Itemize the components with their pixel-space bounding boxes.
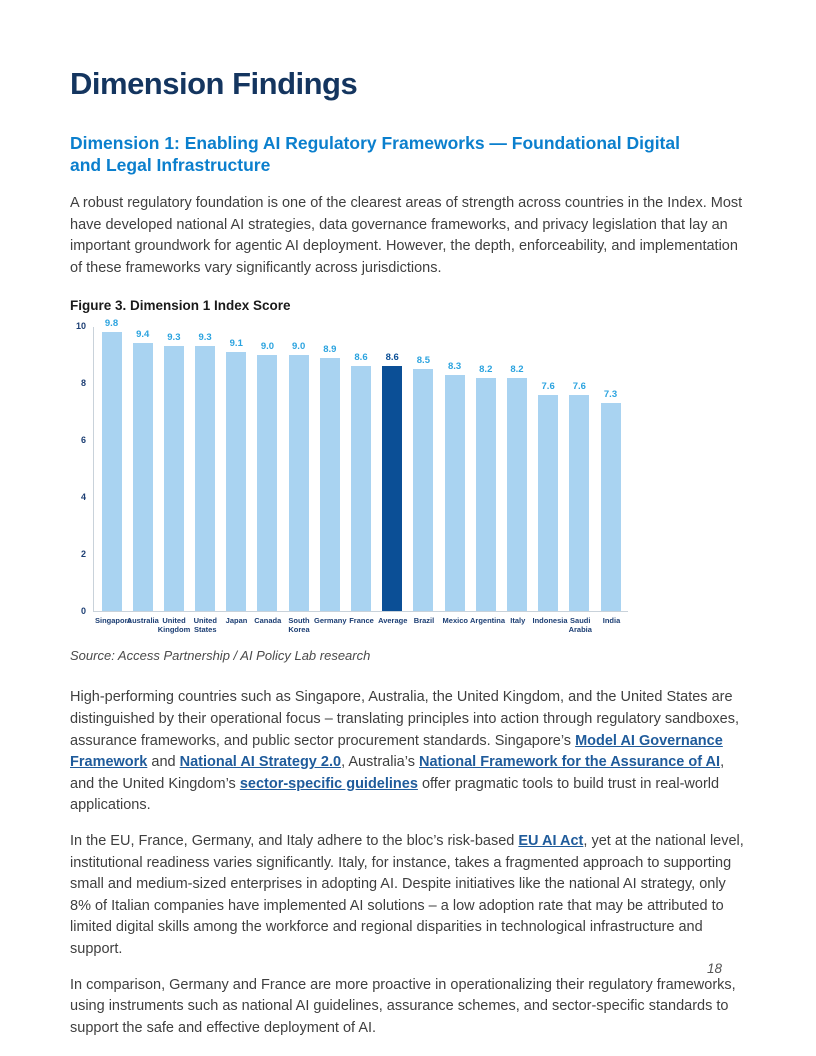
text-segment: , yet at the national level, institutional readiness varies significantly. Italy, for instance, takes a fragmented approach to supporting small and medium-sized enterprises in adopting AI. Despite initiatives like the national AI strategy, only 8% of Italian companies have implemented AI solutions – a low adoption rate that may be attributed to limited digital skills among the workforce and regional disparities in technological infrastructure and support. [70,832,744,957]
bar-value-label: 9.3 [198,332,212,344]
bar-column [252,327,283,611]
bar-category-label: Saudi Arabia [568,616,592,634]
bar-column [564,327,595,611]
chart-plot [93,318,628,612]
bar [133,343,153,611]
bar-column [221,327,252,611]
bar-column [408,327,439,611]
figure-source: Source: Access Partnership / AI Policy Lab research [70,648,371,664]
bar [538,395,558,612]
bar-value-label: 8.6 [354,352,368,364]
text-segment: In the EU, France, Germany, and Italy adhere to the bloc’s risk-based [70,832,519,849]
bar-value-label: 9.8 [104,318,119,330]
text-segment: High-performing countries such as Singapore, Australia, the United Kingdom, and the United States are distinguished by their operational focus – translating principles into action through regulatory sandboxes, assurance frameworks, and public sector procurement standards. Singapore’s [70,689,740,749]
bar-value-label: 8.6 [385,352,399,364]
bar-category-label: France [349,616,374,626]
page-title: Dimension Findings [70,66,358,101]
text-segment: , Australia’s [341,754,419,771]
bar-column [501,327,532,611]
bar-column [190,327,221,611]
y-tick-label: 0 [80,606,86,617]
bar-category-label: Mexico [442,616,468,626]
bar [601,403,621,611]
bar-column [439,327,470,611]
bar-value-label: 9.0 [292,340,306,352]
bar-value-label: 8.2 [510,363,524,375]
bar-value-label: 7.6 [572,380,586,392]
bar [476,378,496,612]
section-heading: Dimension 1: Enabling AI Regulatory Frameworks — Foundational Digital and Legal Infrastructure [70,133,680,175]
bar [351,366,371,611]
y-tick-label: 4 [80,492,86,503]
bar-category-label: South Korea [288,616,310,634]
bar-category-label: Argentina [470,616,506,626]
bar-value-label: 9.1 [229,338,243,350]
bar [445,375,465,612]
bar-category-label: Japan [225,616,248,626]
bar [413,369,433,611]
inline-link[interactable]: EU AI Act [518,832,584,849]
bar-category-label: Australia [126,616,159,626]
bar [226,352,246,611]
bar-category-label: Italy [510,616,526,626]
bar-column [377,327,408,611]
figure-caption: Figure 3. Dimension 1 Index Score [70,298,291,314]
bar-column [158,327,189,611]
bar [507,378,527,612]
bar-category-label: Average [378,616,408,626]
text-segment: and [147,754,180,771]
bar [195,346,215,611]
y-tick-label: 10 [75,321,86,332]
bar-category-label: Canada [254,616,282,626]
bar-column [96,318,127,611]
bar [102,332,122,611]
bar-category-label: Germany [313,616,347,626]
bar [164,346,184,611]
bar [569,395,589,612]
bar-column [127,327,158,611]
bar-value-label: 9.0 [260,340,275,352]
paragraph-comparison: In comparison, Germany and France are more proactive in operationalizing their regulatory frameworks, using instruments such as national AI guidelines, assurance schemes, and sector-specific standards to support the safe and effective deployment of AI. [70,976,736,1036]
bar-value-label: 7.6 [541,380,555,392]
bar-column [533,327,564,611]
bar-category-label: United States [193,616,217,634]
bar-category-label: Singapore [95,616,132,626]
bar-value-label: 9.4 [136,329,150,341]
bar-category-label: United Kingdom [157,616,191,634]
bar-value-label: 8.3 [447,360,462,372]
bar [257,355,277,612]
bar-value-label: 9.3 [167,332,181,344]
inline-link[interactable]: sector-specific guidelines [239,775,418,792]
y-tick-label: 2 [80,549,86,560]
bar-column [283,327,314,611]
bar-category-label: Indonesia [532,616,568,626]
inline-link[interactable]: Model AI Governance Framework [70,732,723,771]
intro-paragraph: A robust regulatory foundation is one of the clearest areas of strength across countries in the Index. Most have developed national AI strategies, data governance frameworks, and privacy legislation that lay an important groundwork for agentic AI deployment. However, the depth, enforceability, and implementation of these frameworks vary significantly across jurisdictions. [70,195,743,276]
chart-category-labels [94,612,629,638]
bar [382,366,402,611]
bar-value-label: 8.2 [479,363,493,375]
inline-link[interactable]: National Framework for the Assurance of AI [418,754,721,771]
bar-value-label: 8.5 [416,355,430,367]
bar-column [595,327,626,611]
figure-3-chart [70,318,651,617]
y-tick-label: 6 [80,435,86,446]
bar-category-label: Brazil [413,616,435,626]
bar-value-label: 7.3 [603,389,618,401]
y-tick-label: 8 [80,378,86,389]
page-number: 18 [706,961,722,976]
text-segment: , and the United Kingdom’s [70,754,725,792]
bar-value-label: 8.9 [323,343,337,355]
paragraph-eu [70,831,746,961]
inline-link[interactable]: National AI Strategy 2.0 [179,754,342,771]
bar-category-label: India [602,616,621,626]
bar-column [346,327,377,611]
bar [320,358,340,612]
text-segment: offer pragmatic tools to build trust in real-world applications. [70,775,720,814]
bar-column [314,327,345,611]
paragraph-high-performing [70,687,746,817]
bar-column [470,327,501,611]
bar [289,355,309,612]
